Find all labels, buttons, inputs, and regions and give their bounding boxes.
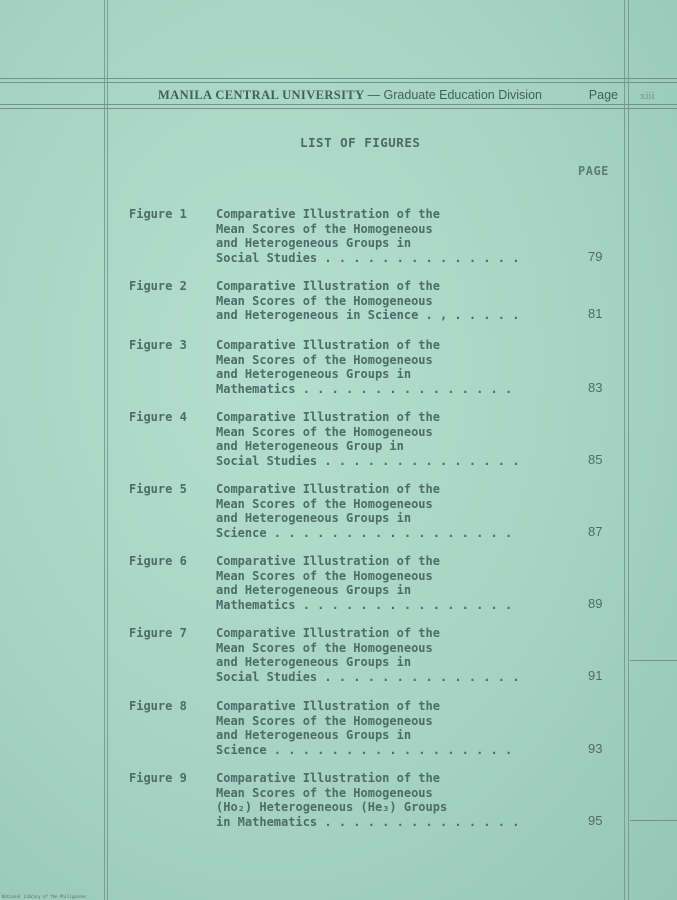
figure-caption-line: Comparative Illustration of the [216,279,440,293]
figure-caption-line: Mathematics . . . . . . . . . . . . . . . [216,381,513,396]
right-margin-rule [624,0,625,900]
figure-caption-line: Mean Scores of the Homogeneous [216,568,433,583]
figure-caption-line: and Heterogeneous in Science . , . . . . . [216,308,520,322]
figure-caption-line: Comparative Illustration of the [216,338,440,352]
page-number: xiii [640,90,655,102]
figure-caption [216,338,616,396]
figure-caption-line: Mathematics . . . . . . . . . . . . . . . [216,597,513,612]
figure-caption-line: and Heterogeneous Group in [216,439,404,453]
figure-caption [216,626,616,684]
figure-page-number: 81 [588,306,603,321]
figure-caption-line: and Heterogeneous Groups in [216,236,412,250]
footer-text: National Library of the Philippines [2,894,87,899]
figure-caption [216,699,616,757]
figure-caption [216,410,616,468]
figure-page-number: 95 [588,812,603,828]
figure-caption [216,279,616,323]
figure-label: Figure 1 [129,207,187,221]
figure-caption-line: Comparative Illustration of the [216,482,440,496]
page-title: LIST OF FIGURES [300,135,421,150]
figure-caption-line: Mean Scores of the Homogeneous [216,424,433,439]
figure-caption-line: in Mathematics . . . . . . . . . . . . . . [216,814,520,829]
figure-caption [216,771,616,829]
figure-caption-line: Social Studies . . . . . . . . . . . . . . [216,453,520,468]
figure-caption-line: Comparative Illustration of the [216,207,440,221]
page-column-label: PAGE [578,164,609,178]
figure-page-number: 91 [588,667,603,683]
figure-caption-line: Comparative Illustration of the [216,699,440,713]
right-margin-rule-2 [628,0,629,900]
header-rule-bottom-2 [0,108,677,109]
left-margin-rule-2 [107,0,108,900]
right-edge-rule [630,660,677,661]
left-margin-rule [104,0,105,900]
figure-caption-line: Mean Scores of the Homogeneous [216,785,433,800]
figure-label: Figure 3 [129,338,187,352]
figure-label: Figure 4 [129,410,187,424]
figure-caption-line: (Ho₂) Heterogeneous (He₃) Groups [216,800,448,814]
figure-caption [216,207,616,265]
figure-caption-line: Comparative Illustration of the [216,626,440,640]
figure-caption-line: and Heterogeneous Groups in [216,728,412,742]
figure-caption [216,554,616,612]
figure-caption-line: Comparative Illustration of the [216,410,440,424]
figure-caption-line: Comparative Illustration of the [216,554,440,568]
figure-caption-line: and Heterogeneous Groups in [216,367,412,381]
right-edge-rule-2 [630,820,677,821]
figure-caption-line: Science . . . . . . . . . . . . . . . . . [216,525,513,540]
figure-label: Figure 8 [129,699,187,713]
figure-caption-line: Science . . . . . . . . . . . . . . . . . [216,742,513,757]
figure-label: Figure 2 [129,279,187,293]
figure-page-number: 85 [588,451,603,467]
figure-caption-line: Mean Scores of the Homogeneous [216,352,433,367]
figure-label: Figure 6 [129,554,187,568]
figure-caption-line: and Heterogeneous Groups in [216,655,412,669]
figure-page-number: 89 [588,595,603,611]
header-rule-top-2 [0,82,677,83]
figure-caption-line: Mean Scores of the Homogeneous [216,640,433,655]
figure-caption-line: and Heterogeneous Groups in [216,511,412,525]
figure-page-number: 93 [588,740,603,756]
figure-caption-line: Mean Scores of the Homogeneous [216,496,433,511]
figure-caption-line: Mean Scores of the Homogeneous [216,293,433,308]
figure-page-number: 87 [588,523,603,539]
figure-caption [216,482,616,540]
figure-label: Figure 9 [129,771,187,785]
division-name: — Graduate Education Division [367,88,542,102]
page-header [158,88,618,103]
figure-label: Figure 5 [129,482,187,496]
figure-caption-line: Social Studies . . . . . . . . . . . . . . [216,250,520,265]
figure-caption-line: and Heterogeneous Groups in [216,583,412,597]
figure-caption-line: Social Studies . . . . . . . . . . . . . . [216,669,520,684]
figure-caption-line: Comparative Illustration of the [216,771,440,785]
page-label: Page [588,88,618,102]
figure-caption-line: Mean Scores of the Homogeneous [216,221,433,236]
figure-page-number: 79 [588,248,603,264]
header-rule-bottom [0,104,677,105]
header-rule-top [0,78,677,79]
figure-caption-line: Mean Scores of the Homogeneous [216,713,433,728]
figure-page-number: 83 [588,379,603,395]
university-name: MANILA CENTRAL UNIVERSITY [158,88,365,102]
figure-label: Figure 7 [129,626,187,640]
